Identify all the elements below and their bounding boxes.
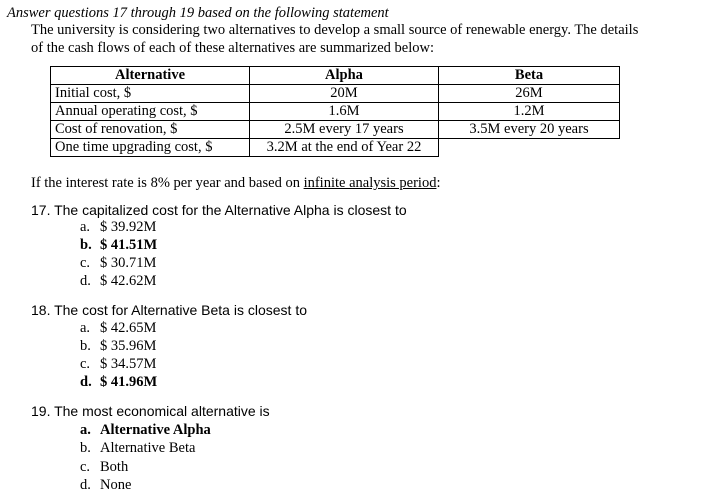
instructions-heading: Answer questions 17 through 19 based on the following statement (7, 5, 389, 21)
statement-line-1: The university is considering two alternatives to develop a small source of renewable energy. The details (31, 22, 639, 38)
q17-option-c[interactable] (80, 254, 156, 272)
q19-option-c[interactable] (80, 458, 128, 476)
q19-option-d[interactable] (80, 476, 131, 494)
option-letter: a. (80, 422, 91, 438)
option-letter: c. (80, 459, 91, 475)
beta-value: 1.2M (439, 103, 620, 121)
cash-flow-table (50, 66, 620, 157)
option-text: Alternative Beta (100, 440, 196, 456)
option-letter: b. (80, 338, 91, 354)
option-text: $ 39.92M (100, 219, 157, 235)
statement-line-2: of the cash flows of each of these alternatives are summarized below: (31, 40, 435, 56)
q18-option-c[interactable] (80, 355, 156, 373)
option-letter: c. (80, 356, 91, 372)
option-text: Alternative Alpha (100, 422, 211, 438)
question-19: 19. The most economical alternative is (31, 403, 270, 419)
table-row (51, 85, 620, 103)
row-label: One time upgrading cost, $ (51, 139, 250, 157)
q19-option-b[interactable] (80, 439, 195, 457)
option-text: $ 35.96M (100, 338, 157, 354)
q18-option-b[interactable] (80, 337, 156, 355)
q17-option-b[interactable] (80, 236, 157, 254)
option-letter: a. (80, 219, 91, 235)
row-label: Initial cost, $ (51, 85, 250, 103)
alpha-value: 2.5M every 17 years (250, 121, 439, 139)
table-row (51, 103, 620, 121)
beta-value: 26M (439, 85, 620, 103)
option-letter: d. (80, 477, 91, 493)
table-row (51, 121, 620, 139)
interest-suffix: : (436, 175, 441, 191)
analysis-period-link: infinite analysis period (303, 175, 437, 191)
option-letter: c. (80, 255, 91, 271)
interest-prefix: If the interest rate is 8% per year and based on (31, 175, 304, 191)
option-text: $ 42.62M (100, 273, 157, 289)
option-text: $ 42.65M (100, 320, 157, 336)
beta-value: 3.5M every 20 years (439, 121, 620, 139)
alpha-value: 3.2M at the end of Year 22 (250, 139, 439, 157)
option-text: $ 30.71M (100, 255, 157, 271)
q18-option-a[interactable] (80, 319, 156, 337)
option-letter: d. (80, 374, 92, 390)
table-row (51, 139, 620, 157)
header-alternative: Alternative (51, 67, 250, 85)
header-alpha: Alpha (250, 67, 439, 85)
option-letter: b. (80, 440, 91, 456)
table-header-row (51, 67, 620, 85)
question-17: 17. The capitalized cost for the Alternative Alpha is closest to (31, 202, 407, 218)
q17-option-a[interactable] (80, 218, 156, 236)
option-text: $ 34.57M (100, 356, 157, 372)
option-text: Both (100, 459, 129, 475)
option-letter: b. (80, 237, 92, 253)
beta-value (439, 139, 620, 157)
option-text: $ 41.96M (100, 374, 158, 390)
option-text: $ 41.51M (100, 237, 158, 253)
row-label: Annual operating cost, $ (51, 103, 250, 121)
option-text: None (100, 477, 132, 493)
alpha-value: 1.6M (250, 103, 439, 121)
question-18: 18. The cost for Alternative Beta is closest to (31, 302, 307, 318)
q18-option-d[interactable] (80, 373, 157, 391)
q19-option-a[interactable] (80, 421, 211, 439)
q17-option-d[interactable] (80, 272, 156, 290)
header-beta: Beta (439, 67, 620, 85)
interest-statement (31, 174, 441, 192)
option-letter: a. (80, 320, 91, 336)
alpha-value: 20M (250, 85, 439, 103)
row-label: Cost of renovation, $ (51, 121, 250, 139)
option-letter: d. (80, 273, 91, 289)
